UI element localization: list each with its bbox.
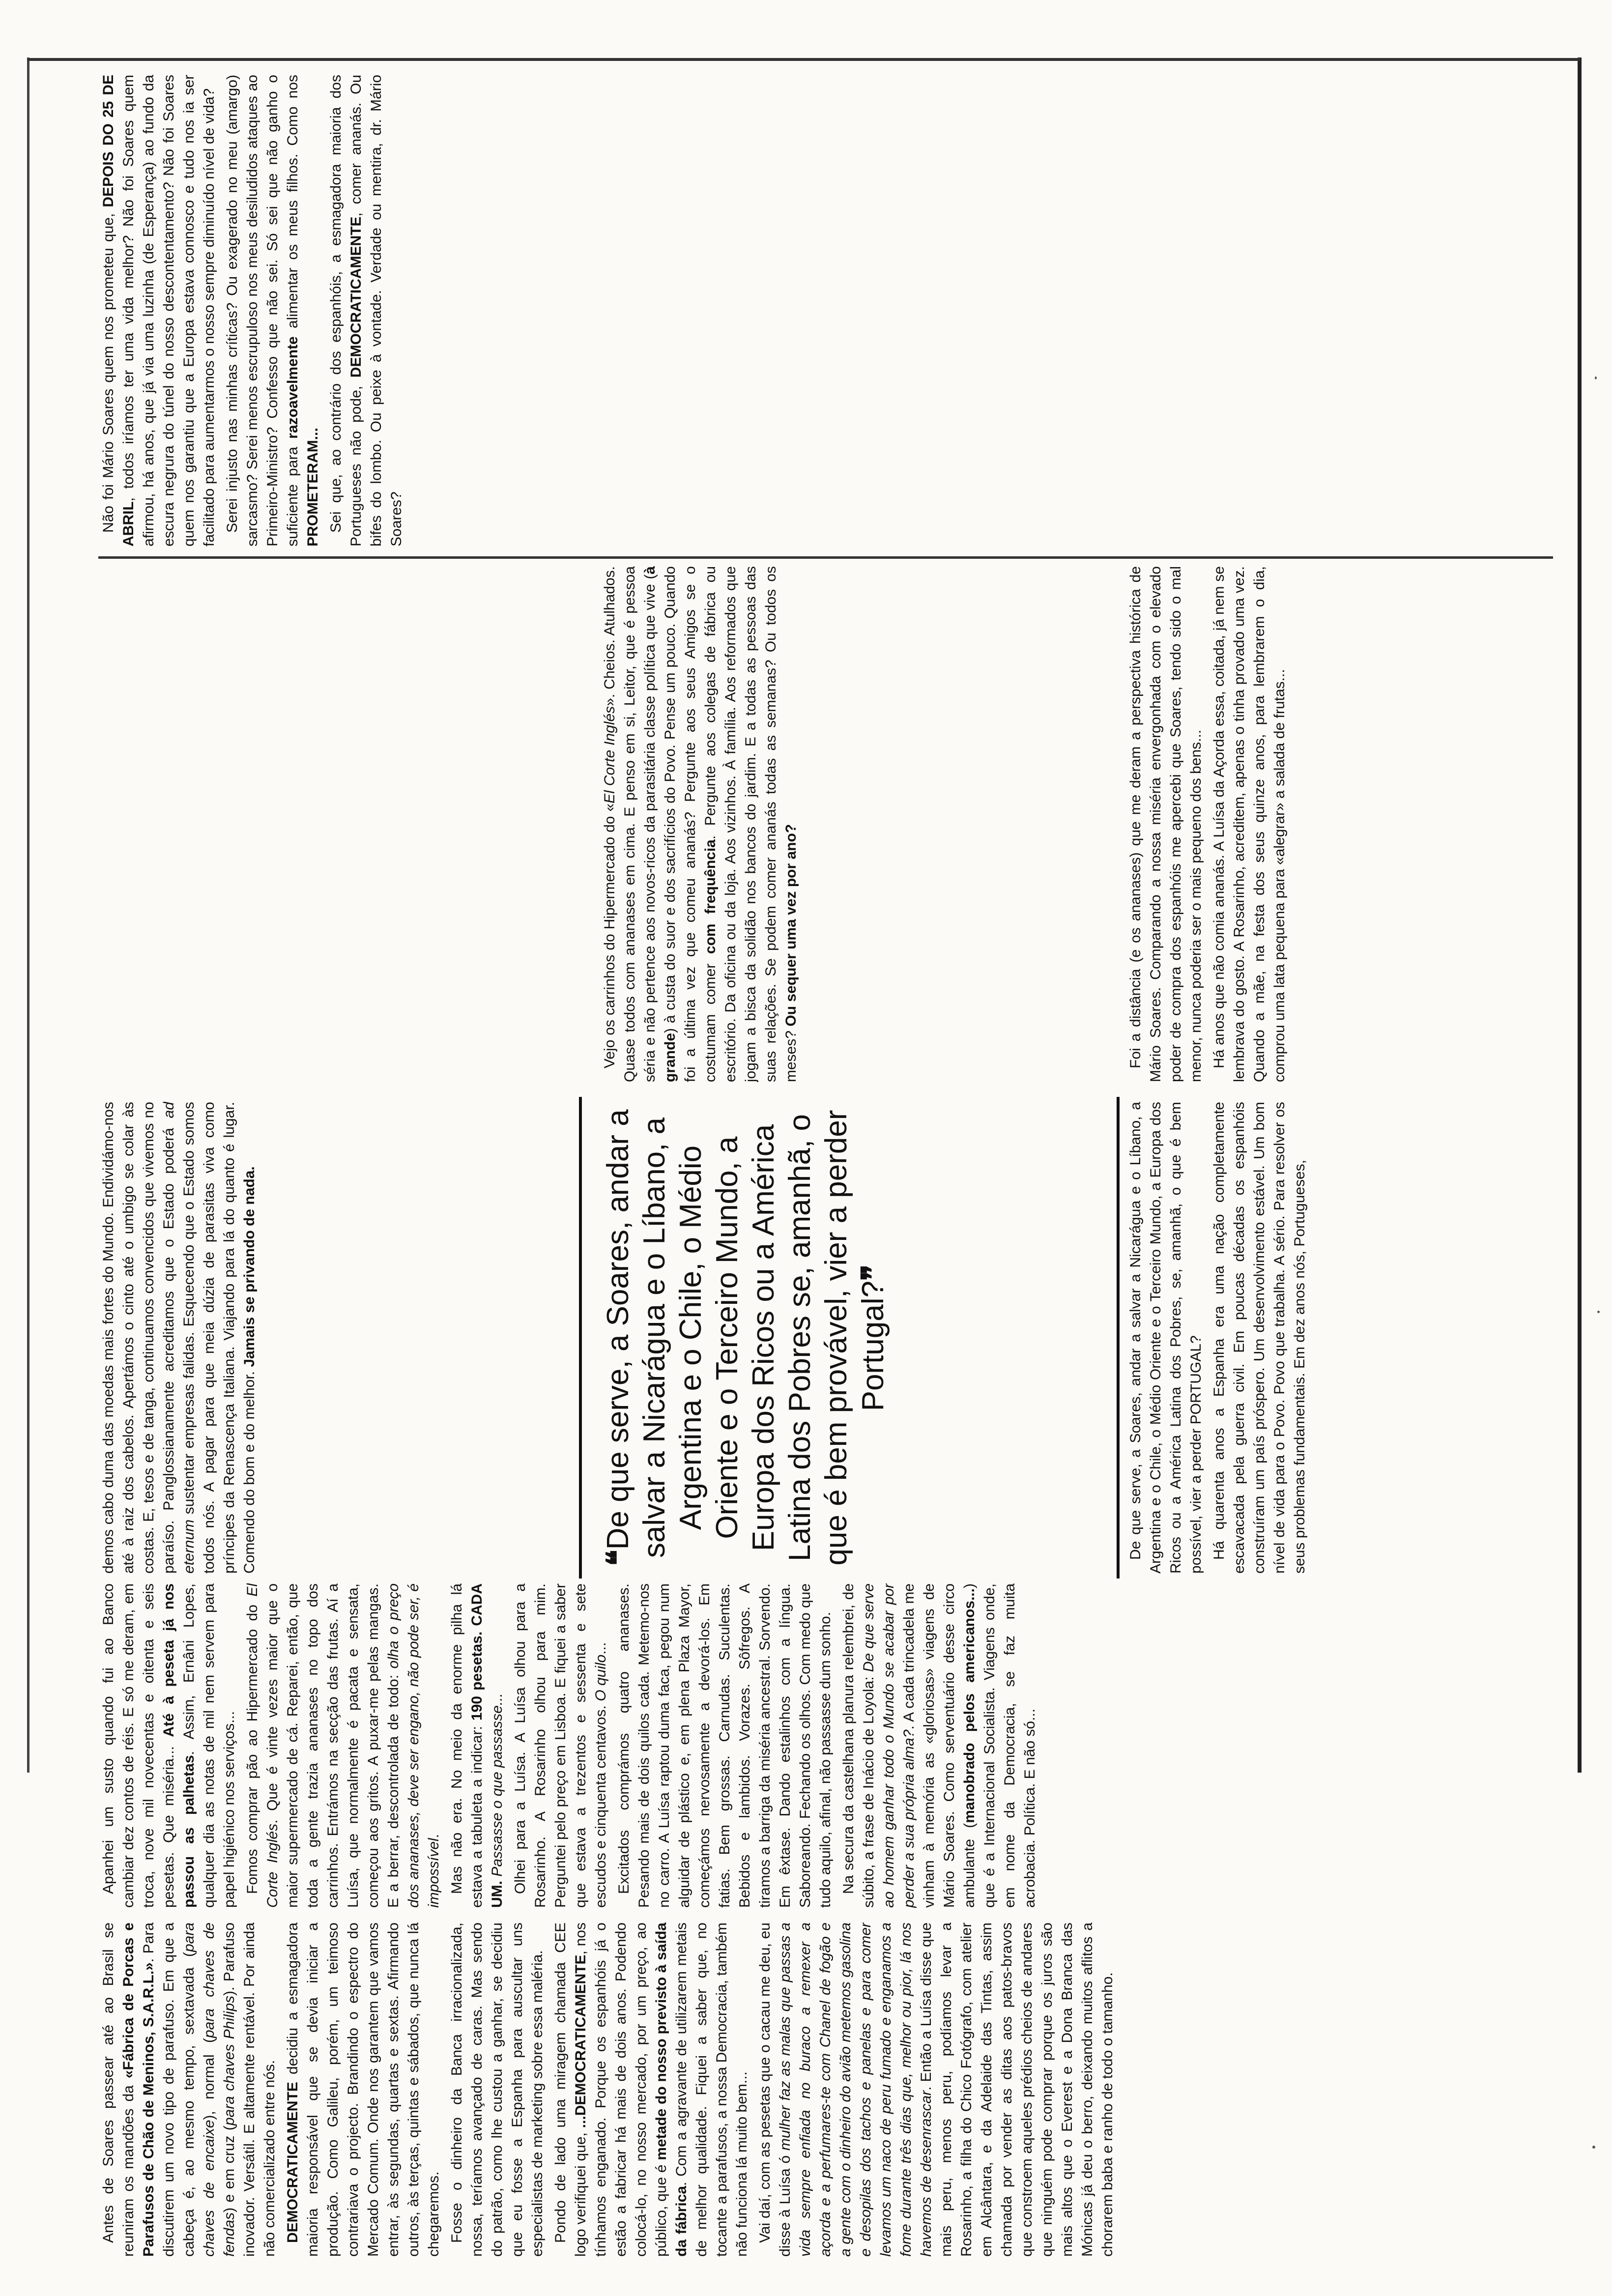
section-divider-top bbox=[1117, 1097, 1120, 1578]
pull-quote-text: De que serve, a Soares, andar a salvar a Nicarágua e o Líbano, a Argentina e o Chile, o Médio Oriente e o Terceiro Mundo, a Europa dos Ricos ou a América Latina dos Pobres se, amanhã, o que é bem provável, vier a perder Portugal? bbox=[601, 1109, 890, 1566]
col2-paragraph-4: Olhei para a Luísa. A Luísa olhou para a Rosarinho. A Rosarinho olhou para mim. Perguntei pelo preço em Lisboa. E fiquei a saber que estava a trezentos e sessenta e sete escudos e cinquenta centavos. O quilo... bbox=[512, 1583, 609, 1908]
col2-paragraph-5: Excitados comprámos quatro ananases. Pesando mais de dois quilos cada. Metemo-nos no carro. A Luísa raptou duma faca, pegou num alguidar de plástico e, em plena Plaza Mayor, começámos nervosamente a devorá-los. Em fatias. Bem grossas. Carnudas. Suculentas. Bebidos e lambidos. Vorazes. Sôfregos. A tiramos a barriga da miséria ancestral. Sorvendo. Em êxtase. Dando estalinhos com a língua. Saboreando. Fechando os olhos. Com medo que tudo aquilo, afinal, não passasse dum sonho. bbox=[616, 1583, 834, 1908]
col1-paragraph-3: Fosse o dinheiro da Banca irracionalizada, nossa, teríamos avançado de caras. Mas sendo do patrão, como lhe custou a ganhar, se decidiu que eu fosse a Espanha para auscultar uns especialistas de marketing sobre essa maléria. bbox=[449, 1923, 546, 2257]
col1-paragraph-2: DEMOCRATICAMENTE decidiu a esmagadora maioria responsável que se devia iniciar a produção. Como Galileu, porém, um teimoso contrariava o projecto. Brandindo o espectro do Mercado Comum. Onde nos garantem que vamos entrar, às segundas, quartas e sextas. Afirmando outros, às terças, quintas e sábados, que nunca lá chegaremos. bbox=[285, 1923, 442, 2257]
pull-quote bbox=[585, 1097, 1111, 1578]
col2-paragraph-2: Fomos comprar pão ao Hipermercado do El Corte Inglés. Que é vinte vezes maior que o maior supermercado de cá. Reparei, então, que toda a gente trazia ananases no topo dos carrinhos. Entrámos na secção das frutas. Aí a Luísa, que normalmente é pacata e sensata, começou aos gritos. A puxar-me pelas mangas. E a berrar, descontrolada de todo: olha o preço dos ananases, deve ser engano, não pode ser, é impossível. bbox=[244, 1583, 442, 1908]
scan-speck bbox=[1595, 376, 1597, 379]
col5-paragraph-2: Há anos que não comia ananás. A Luísa da Açorda essa, coitada, já nem se lembrava do gosto. A Rosarinho, acreditem, apenas o tinha provado uma vez. Quando a mãe, na festa dos seus quinze anos, para lembrarem o dia, comprou uma lata pequena para «alegrar» a salada de frutas... bbox=[1211, 566, 1288, 1082]
col7-paragraph-1: Não foi Mário Soares quem nos prometeu que, DEPOIS DO 25 DE ABRIL, todos iríamos ter uma vida melhor? Não foi Soares quem afirmou, há anos, que já via uma luzinha (de Esperança) ao fundo da escura negrura do túnel do nosso descontentamento? Não foi Soares quem nos garantiu que a Europa estava connosco e tudo nos ia ser facilitado para aumentarmos o nosso sempre diminuído nível de vida? bbox=[100, 75, 217, 546]
article-column-7 bbox=[98, 75, 1553, 546]
col2-paragraph-1: Apanhei um susto quando fui ao Banco cambiar dez contos de réis. E só me deram, em troca, nove mil novecentas e oitenta e seis pesetas. Que miséria... Até à peseta já nos passou as palhetas. Assim, Ernâni Lopes, qualquer dia as notas de mil nem servem para papel higiénico nos serviços... bbox=[100, 1583, 237, 1908]
article-column-4 bbox=[98, 1102, 570, 1574]
col7-paragraph-3: Sei que, ao contrário dos espanhóis, a esmagadora maioria dos Portugueses não pode, DEMOCRATICAMENTE, comer ananás. Ou bifes do lombo. Ou peixe à vontade. Verdade ou mentira, dr. Mário Soares? bbox=[328, 75, 404, 546]
bottom-rule bbox=[1578, 57, 1582, 1773]
article-column-5 bbox=[1125, 566, 1558, 1082]
col4-paragraph-1: demos cabo duma das moedas mais fortes do Mundo. Endividámo-nos até à raiz dos cabelos. Apertámos o cinto até o umbigo se colar às costas. E, tesos e de tanga, continuamos convencidos que vivemos no paraíso. Panglossianamente acreditamos que o Estado poderá ad eternum sustentar empresas falidas. Esquecendo que o Estado somos todos nós. A pagar para que meia dúzia de parasitas viva como príncipes da Renascença Italiana. Viajando para lá do quanto é lugar. Comendo do bom e do melhor. Jamais se privando de nada. bbox=[100, 1102, 258, 1574]
col1-paragraph-4: Pondo de lado uma miragem chamada CEE logo verifiquei que, ...DEMOCRATICAMENTE, nos tínhamos enganado. Porque os espanhóis já o estão a fabricar há mais de dois anos. Podendo colocá-lo, no nosso mercado, por um preço, ao público, que é metade do nosso previsto à saída da fábrica. Com a agravante de utilizarem metais de melhor qualidade. Fiquei a saber que, no tocante a parafusos, a nossa Democracia, também não funciona lá muito bem... bbox=[552, 1923, 750, 2257]
col1-paragraph-1: Antes de Soares passear até ao Brasil se reuniram os mandões da «Fábrica de Porcas e Parafusos de Chão de Meninos, S.A.R.L.». Para discutirem um novo tipo de parafuso. Em que a cabeça é, ao mesmo tempo, sextavada (para chaves de encaixe), normal (para chaves de fendas) e em cruz (para chaves Philips). Parafuso inovador. Versátil. E altamente rentável. Por ainda não comercializado entre nós. bbox=[100, 1923, 278, 2257]
col2-paragraph-3: Mas não era. No meio da enorme pilha lá estava a tabuleta a indicar: 190 pesetas. CADA UM. Passasse o que passasse... bbox=[449, 1583, 505, 1908]
column-rule-right bbox=[98, 556, 1553, 559]
article-column-3 bbox=[1125, 1102, 1558, 1574]
scan-speck bbox=[1597, 1311, 1600, 1313]
open-quote-icon: ❝ bbox=[600, 1550, 635, 1566]
col6-paragraph-1: Vejo os carrinhos do Hipermercado do «El Corte Inglés». Cheios. Atulhados. Quase todos com ananases em cima. E penso em si, Leitor, que é pessoa séria e não pertence aos novos-ricos da parasitária classe política que vive (à grande) à custa do suor e dos sacrifícios do Povo. Pense um pouco. Quando foi a última vez que comeu ananás? Pergunte aos seus Amigos se o costumam comer com frequência. Pergunte aos colegas de fábrica ou escritório. Da oficina ou da loja. Aos vizinhos. À família. Aos reformados que jogam a bisca da solidão nos bancos do jardim. E a todas as pessoas das suas relações. Se podem comer ananás todas as semanas? Ou todos os meses? Ou sequer uma vez por ano? bbox=[602, 566, 799, 1082]
col7-paragraph-2: Serei injusto nas minhas críticas? Ou exagerado no meu (amargo) sarcasmo? Serei menos escrupuloso nos meus desiludidos ataques ao Primeiro-Ministro? Confesso que não sei. Só sei que não ganho o suficiente para razoavelmente alimentar os meus filhos. Como nos PROMETERAM... bbox=[224, 75, 321, 546]
col3-paragraph-1: De que serve, a Soares, andar a salvar a Nicarágua e o Líbano, a Argentina e o Chile, o Médio Oriente e o Terceiro Mundo, a Europa dos Ricos ou a América Latina dos Pobres, se, amanhã, o que é bem possível, vier a perder PORTUGAL? bbox=[1127, 1102, 1204, 1574]
col5-paragraph-1: Foi a distância (e os ananases) que me deram a perspectiva histórica de Mário Soares. Comparando a nossa miséria envergonhada com o elevado poder de compra dos espanhóis me apercebi que Soares, tendo sido o mal menor, nunca poderia ser o mais pequeno dos bens... bbox=[1127, 566, 1204, 1082]
close-quote-icon: ❞ bbox=[855, 1264, 891, 1281]
section-divider-bottom bbox=[579, 1097, 582, 1578]
right-rule bbox=[27, 58, 1580, 61]
article-column-6 bbox=[600, 566, 1111, 1082]
top-rule bbox=[27, 57, 29, 1773]
article-column-1 bbox=[98, 1923, 1553, 2257]
col1-paragraph-5: Vai daí, com as pesetas que o cacau me deu, eu disse à Luísa ó mulher faz as malas que passas a vida sempre enfiada no buraco a remexer a açorda e a perfumares-te com Chanel de fogão e a gente com o dinheiro do avião metemos gasolina e desopilas dos tachos e panelas e para comer levamos um naco de peru fumado e enganamos a fome durante três dias que, melhor ou pior, lá nos havemos de desenrascar. Então a Luísa disse que mais peru, menos peru, podíamos levar a Rosarinho, a filha do Chico Fotógrafo, com atelier em Alcântara, e da Adelaide das Tintas, assim chamada por vender as ditas aos patos-bravos que constroem aqueles prédios cheios de andares que ninguém pode comprar porque os juros são mais altos que o Everest e a Dona Branca das Mónicas já deu o berro, deixando muitos aflitos a chorarem baba e ranho de todo o tamanho. bbox=[757, 1923, 1116, 2257]
scan-speck bbox=[1592, 2146, 1595, 2149]
article-column-2 bbox=[98, 1583, 1553, 1908]
col2-paragraph-6: Na secura da castelhana planura relembrei, de súbito, a frase de Inácio de Loyola: De que serve ao homem ganhar todo o Mundo se acabar por perder a sua própria alma?. A cada trincadela me vinham à memória as «gloriosas» viagens de Mário Soares. Como serventuário desse circo ambulante (manobrado pelos americanos...) que é a Internacional Socialista. Viagens onde, em nome da Democracia, se faz muita acrobacia. Política. E não só... bbox=[840, 1583, 1038, 1908]
col3-paragraph-2: Há quarenta anos a Espanha era uma nação completamente escavacada pela guerra civil. Em poucas décadas os espanhóis construíram um país próspero. Um desenvolvimento estável. Um bom nível de vida para o Povo. Povo que trabalha. A sério. Para resolver os seus problemas fundamentais. Em dez anos nós, Portugueses, bbox=[1211, 1102, 1308, 1574]
